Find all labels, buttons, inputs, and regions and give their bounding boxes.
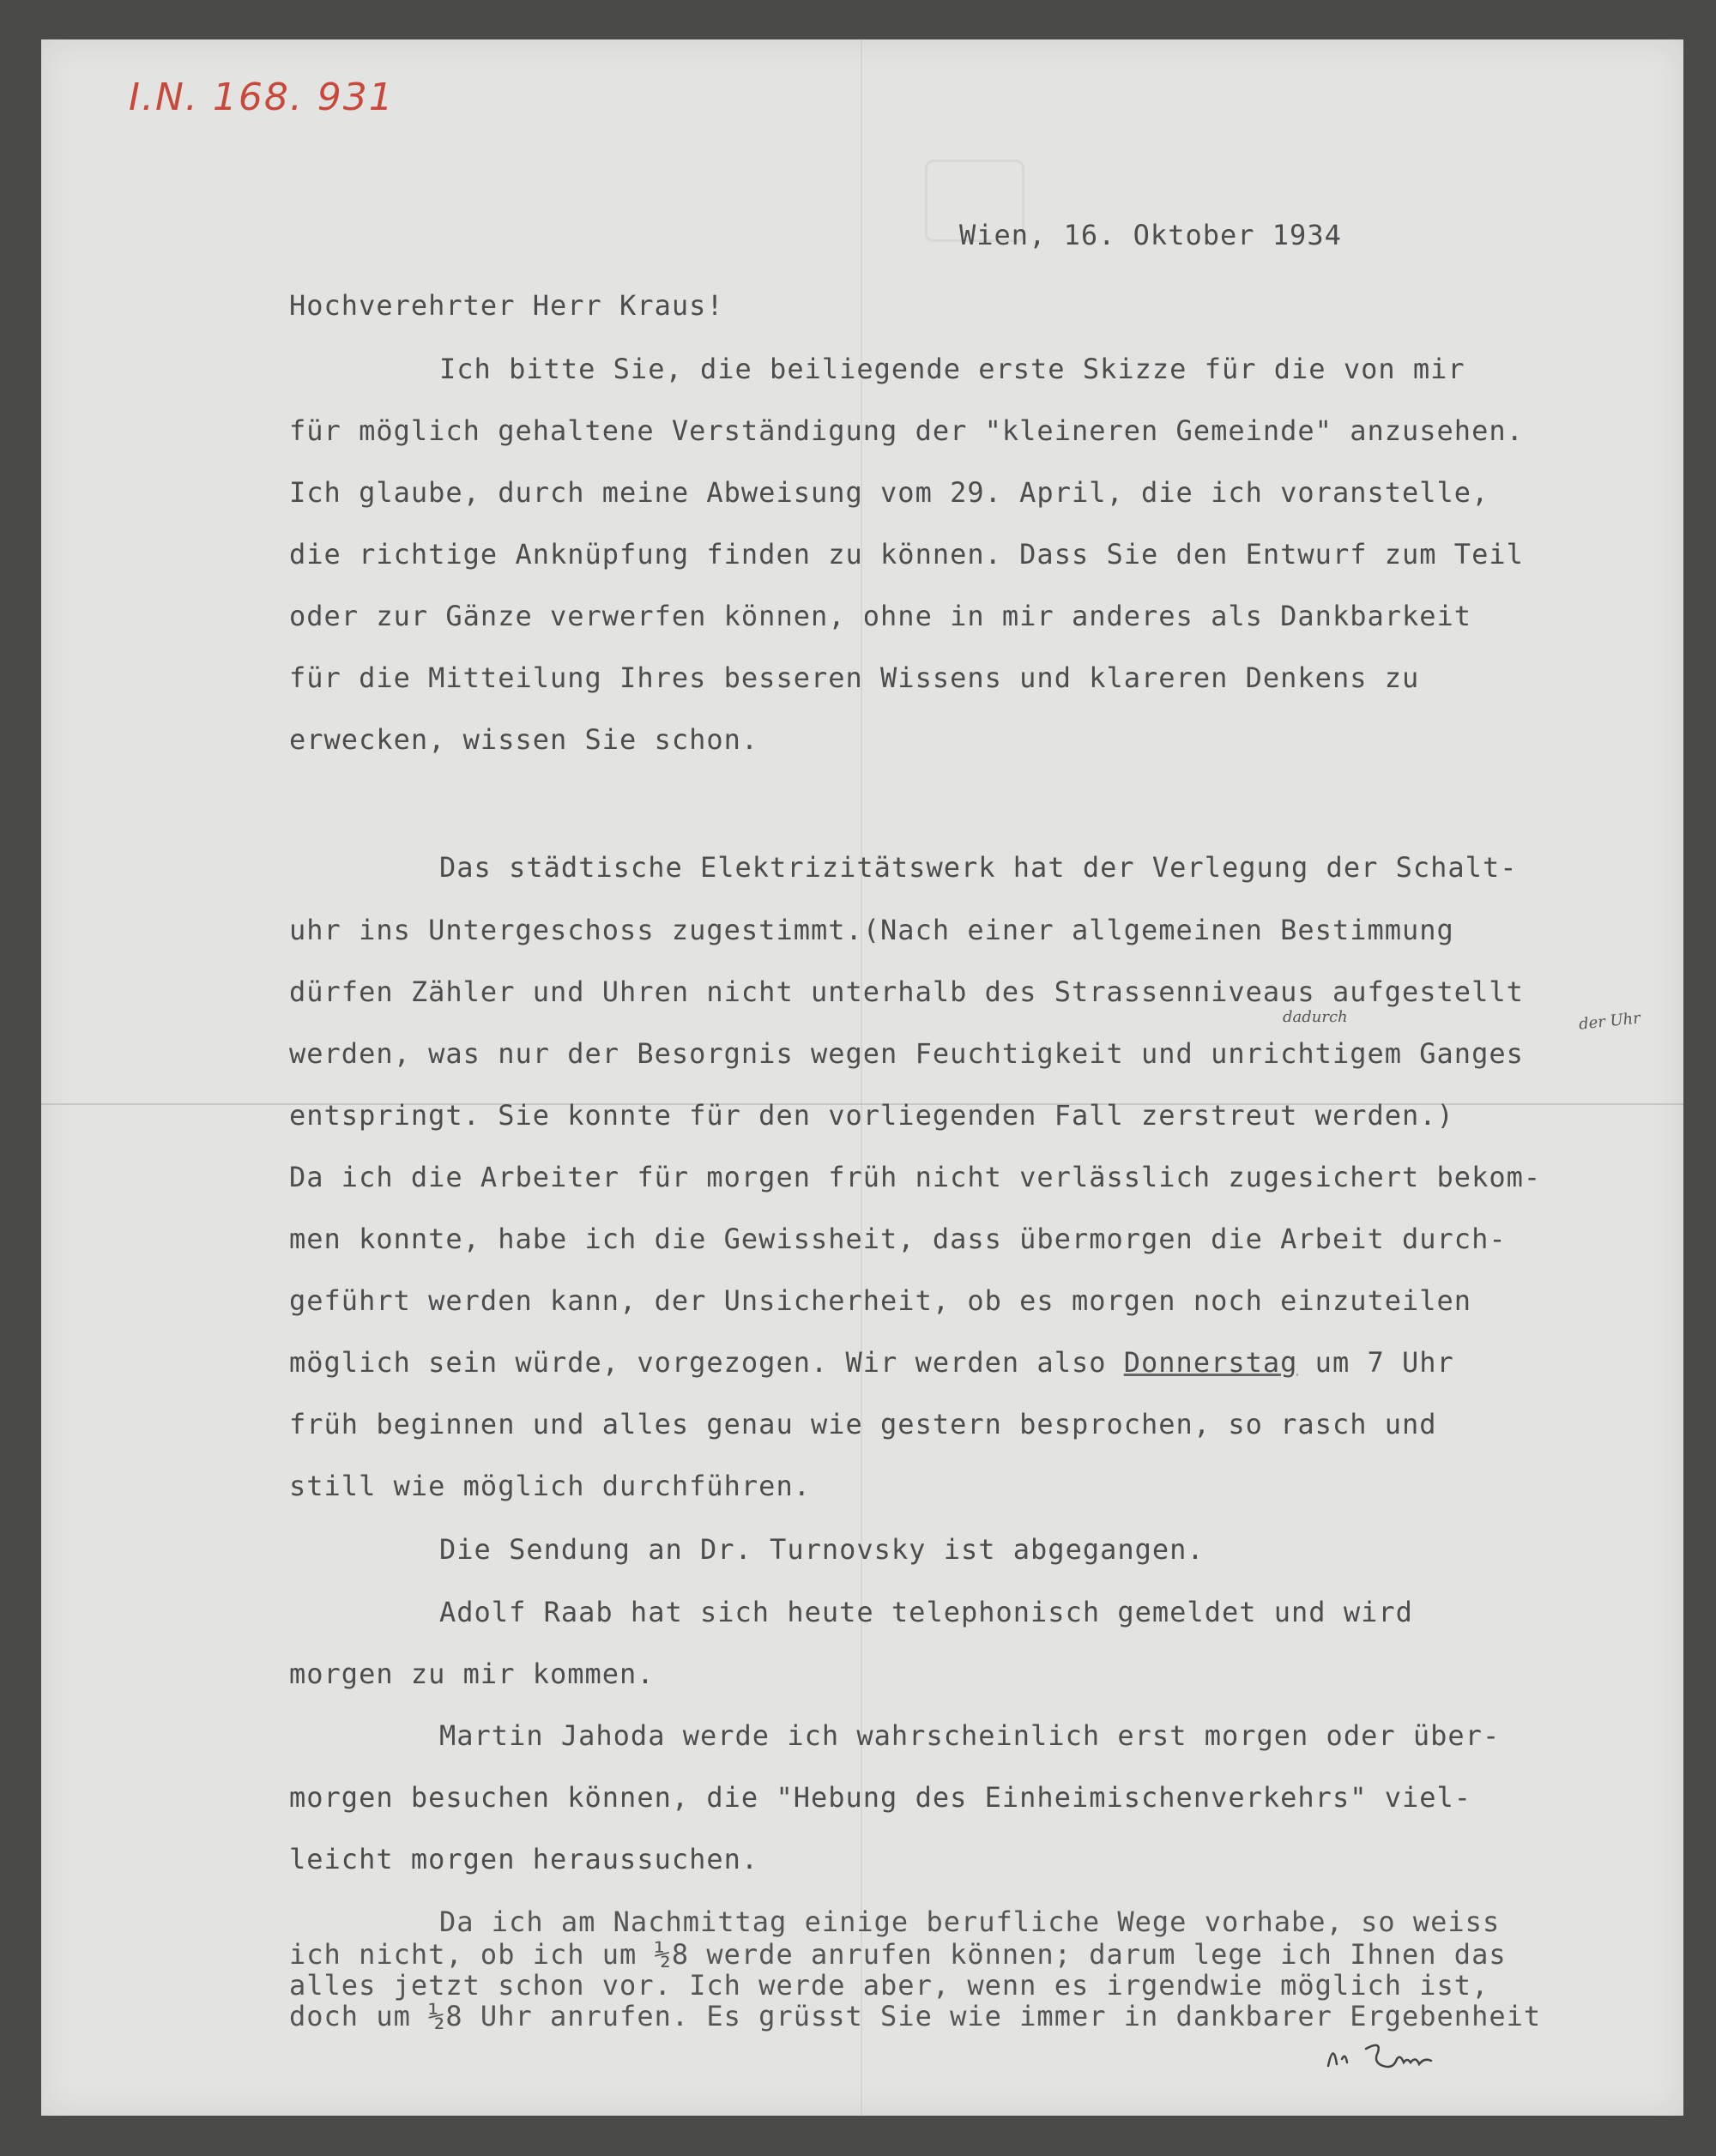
text-span: um 7 Uhr <box>1297 1346 1454 1379</box>
paragraph-6-line: alles jetzt schon vor. Ich werde aber, wenn es irgendwie möglich ist, <box>289 1969 1489 2002</box>
paragraph-3: Die Sendung an Dr. Turnovsky ist abgegangen. <box>439 1533 1205 1566</box>
handwritten-insertion-der-uhr: der Uhr <box>1578 1009 1641 1034</box>
paragraph-4-line: morgen zu mir kommen. <box>289 1658 655 1690</box>
archive-reference-number: I.N. 168. 931 <box>129 75 395 119</box>
salutation: Hochverehrter Herr Kraus! <box>289 289 724 322</box>
date-line: Wien, 16. Oktober 1934 <box>959 219 1342 251</box>
text-span: möglich sein würde, vorgezogen. Wir werden also <box>289 1346 1124 1379</box>
paragraph-1-line: oder zur Gänze verwerfen können, ohne in mir anderes als Dankbarkeit <box>289 600 1472 632</box>
paragraph-6-line: ich nicht, ob ich um ½8 werde anrufen können; darum lege ich Ihnen das <box>289 1938 1507 1971</box>
handwritten-insertion-dadurch: dadurch <box>1283 1008 1348 1026</box>
paragraph-1-line: Ich bitte Sie, die beiliegende erste Skizze für die von mir <box>439 353 1465 385</box>
paragraph-2-line: werden, was nur der Besorgnis wegen Feuchtigkeit und unrichtigem Ganges <box>289 1037 1524 1070</box>
underlined-word: Donnerstag <box>1123 1346 1298 1379</box>
paragraph-5-line: Martin Jahoda werde ich wahrscheinlich erst morgen oder über- <box>439 1719 1501 1752</box>
paragraph-2-line: uhr ins Untergeschoss zugestimmt.(Nach einer allgemeinen Bestimmung <box>289 914 1454 946</box>
paragraph-2-line: früh beginnen und alles genau wie gestern besprochen, so rasch und <box>289 1408 1437 1440</box>
paragraph-2-line: geführt werden kann, der Unsicherheit, ob es morgen noch einzuteilen <box>289 1284 1472 1317</box>
paragraph-5-line: leicht morgen heraussuchen. <box>289 1843 759 1875</box>
paragraph-2-line: still wie möglich durchführen. <box>289 1470 811 1502</box>
paragraph-6-line: Da ich am Nachmittag einige berufliche Wege vorhabe, so weiss <box>439 1905 1501 1938</box>
paragraph-5-line: morgen besuchen können, die "Hebung des Einheimischenverkehrs" viel- <box>289 1781 1472 1814</box>
paragraph-4-line: Adolf Raab hat sich heute telephonisch gemeldet und wird <box>439 1596 1413 1628</box>
paragraph-2-line: Das städtische Elektrizitätswerk hat der Verlegung der Schalt- <box>439 851 1518 884</box>
paragraph-1-line: Ich glaube, durch meine Abweisung vom 29. April, die ich voranstelle, <box>289 476 1489 509</box>
paragraph-1-line: die richtige Anknüpfung finden zu können. Dass Sie den Entwurf zum Teil <box>289 538 1524 571</box>
handwritten-signature <box>1321 2033 1493 2076</box>
paragraph-2-line: entspringt. Sie konnte für den vorliegenden Fall zerstreut werden.) <box>289 1099 1454 1132</box>
paragraph-2-line <box>289 1346 1454 1379</box>
paragraph-1-line: für die Mitteilung Ihres besseren Wissens und klareren Denkens zu <box>289 661 1420 694</box>
paragraph-2-line: men konnte, habe ich die Gewissheit, dass übermorgen die Arbeit durch- <box>289 1223 1507 1255</box>
paragraph-1-line: erwecken, wissen Sie schon. <box>289 723 759 756</box>
paragraph-2-line: dürfen Zähler und Uhren nicht unterhalb des Strassenniveaus aufgestellt <box>289 975 1524 1008</box>
paragraph-6-line: doch um ½8 Uhr anrufen. Es grüsst Sie wie immer in dankbarer Ergebenheit <box>289 2000 1542 2032</box>
paragraph-2-line: Da ich die Arbeiter für morgen früh nicht verlässlich zugesichert bekom- <box>289 1161 1542 1193</box>
paragraph-1-line: für möglich gehaltene Verständigung der "kleineren Gemeinde" anzusehen. <box>289 414 1524 447</box>
